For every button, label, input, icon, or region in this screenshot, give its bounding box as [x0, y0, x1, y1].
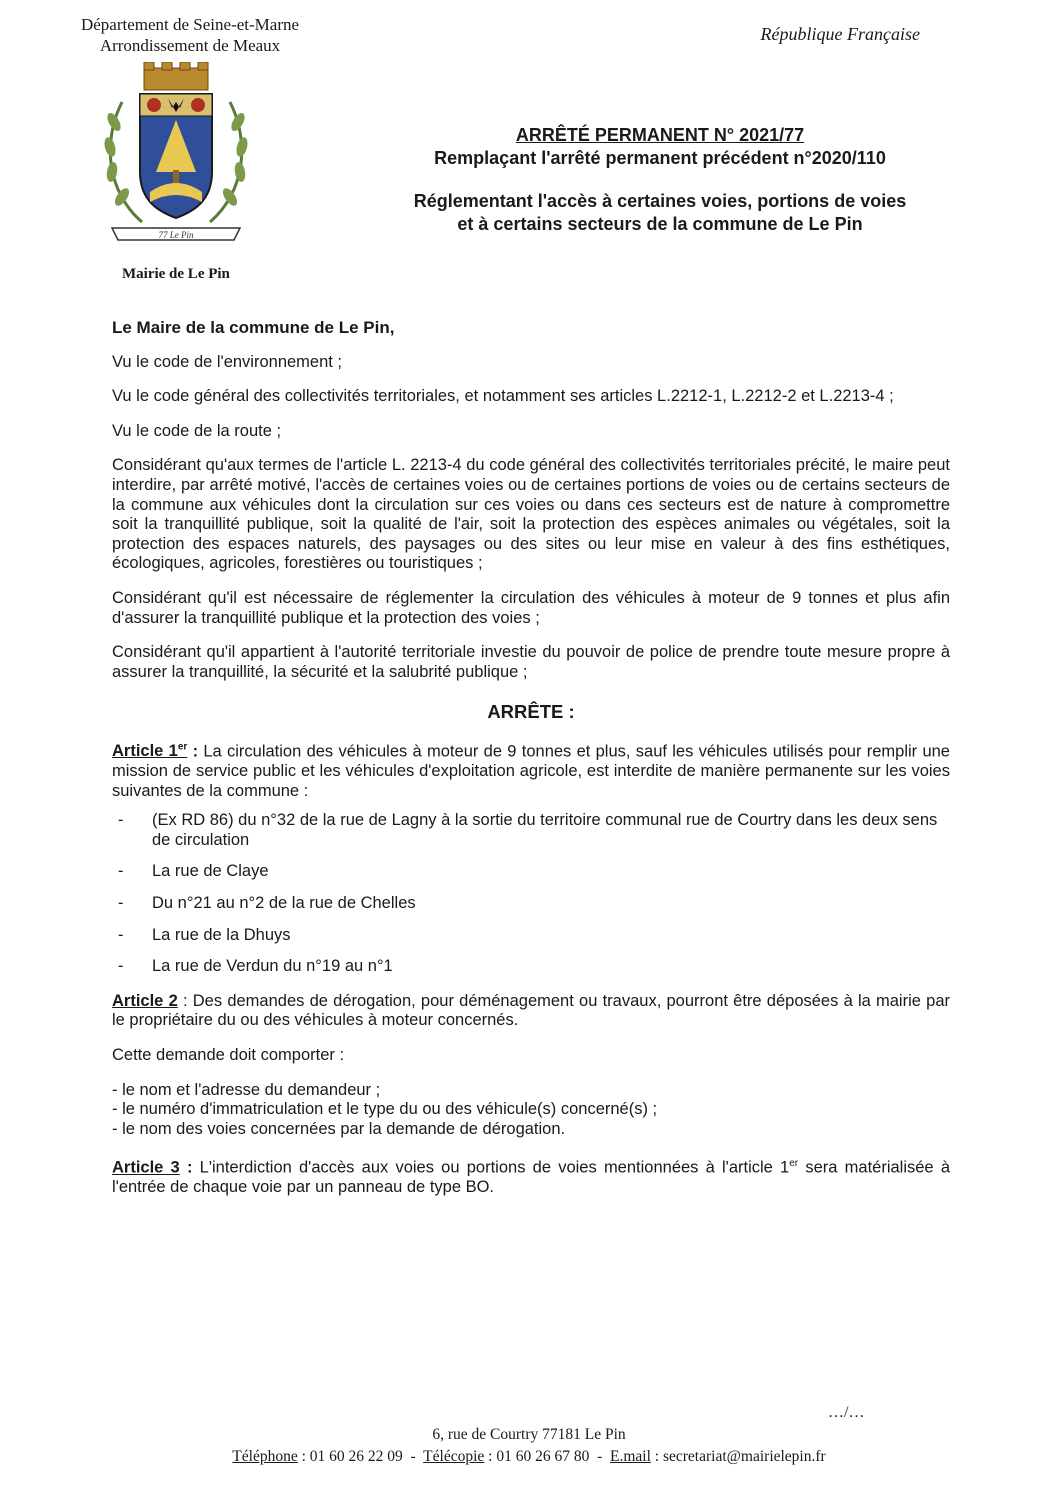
article-2-requirements [112, 1081, 950, 1140]
list-item: - Du n°21 au n°2 de la rue de Chelles [112, 894, 950, 914]
page-continuation-mark: …/… [828, 1404, 865, 1421]
list-item: - La rue de Verdun du n°19 au n°1 [112, 957, 950, 977]
maire-heading: Le Maire de la commune de Le Pin, [112, 318, 395, 337]
article-2-label: Article 2 [112, 991, 178, 1010]
arrete-number-title: ARRÊTÉ PERMANENT N° 2021/77 [515, 125, 805, 145]
article-1-text: La circulation des véhicules à moteur de 9 tonnes et plus, sauf les véhicules utilisés pour remplir une mission de service public et les véhicules d'exploitation agricole, est interdite de manière permanente sur les voies suivantes de la commune : [112, 742, 950, 800]
department-name: Département de Seine-et-Marne [80, 15, 300, 34]
vu-environnement: Vu le code de l'environnement ; [112, 352, 343, 371]
considerant-1: Considérant qu'aux termes de l'article L. 2213-4 du code général des collectivités territoriales précité, le maire peut interdire, par arrêté motivé, l'accès de certaines voies ou de certaines portions de voies ou de certains secteurs de la commune aux véhicules dont la circulation sur ces voies ou dans ces secteurs est de nature à compromettre soit la tranquillité publique, soit la qualité de l'air, soit la protection des espèces animales ou végétales, soit la protection des espaces naturels, des paysages ou des sites ou leur mise en valeur à des fins esthétiques, écologiques, agricoles, forestières ou touristiques ; [112, 456, 950, 573]
list-item: - La rue de la Dhuys [112, 926, 950, 946]
arrondissement-name: Arrondissement de Meaux [99, 36, 281, 55]
vu-code-route: Vu le code de la route ; [112, 421, 282, 440]
list-item: - le nom et l'adresse du demandeur ; [112, 1080, 381, 1099]
arrete-heading: ARRÊTE : [487, 701, 575, 723]
list-item: - le numéro d'immatriculation et le type du ou des véhicule(s) concerné(s) ; [112, 1100, 658, 1119]
mairie-label: Mairie de Le Pin [122, 266, 230, 282]
considerant-2: Considérant qu'il est nécessaire de réglementer la circulation des véhicules à moteur de 9 tonnes et plus afin d'assurer la tranquillité publique et la protection des voies ; [112, 588, 950, 627]
article-2-text: Des demandes de dérogation, pour déménagement ou travaux, pourront être déposées à la mairie par le propriétaire du ou des véhicules à moteur concernés. [112, 991, 950, 1030]
article-3-label: Article 3 [112, 1158, 180, 1177]
article-2: Article 2 : Des demandes de dérogation, pour déménagement ou travaux, pourront être déposées à la mairie par le propriétaire du ou des véhicules à moteur concernés. [112, 991, 950, 1030]
telecopie-label: Télécopie [423, 1448, 485, 1465]
telephone-number: : 01 60 26 22 09 - [297, 1448, 424, 1465]
subject-title [360, 190, 960, 236]
municipal-crest-logo [102, 62, 250, 248]
telecopie-number: : 01 60 26 67 80 - [484, 1448, 610, 1465]
replacing-subtitle: Remplaçant l'arrêté permanent précédent n°2020/110 [434, 148, 886, 168]
article-1-label: Article 1er [112, 741, 188, 761]
subject-line-1: Réglementant l'accès à certaines voies, portions de voies [413, 191, 907, 211]
article-2-intro: Cette demande doit comporter : [112, 1045, 345, 1064]
document-body [112, 318, 950, 1198]
footer-contact [0, 1446, 1058, 1468]
article-1-street-list [112, 811, 950, 977]
email-address: : secretariat@mairielepin.fr [650, 1448, 826, 1465]
list-item: - (Ex RD 86) du n°32 de la rue de Lagny à la sortie du territoire communal rue de Courtry dans les deux sens de circulation [112, 811, 950, 850]
list-item: - La rue de Claye [112, 862, 950, 882]
republique-francaise: République Française [760, 24, 920, 44]
crest-banner-text: 77 Le Pin [158, 230, 194, 240]
department-header [40, 14, 340, 56]
footer [0, 1424, 1058, 1468]
article-1: Article 1er : La circulation des véhicules à moteur de 9 tonnes et plus, sauf les véhicules utilisés pour remplir une mission de service public et les véhicules d'exploitation agricole, est interdite de manière permanente sur les voies suivantes de la commune : [112, 741, 950, 800]
telephone-label: Téléphone [232, 1448, 298, 1465]
article-3: Article 3 : L'interdiction d'accès aux voies ou portions de voies mentionnées à l'article 1er sera matérialisée à l'entrée de chaque voie par un panneau de type BO. [112, 1158, 950, 1197]
document-title-block [360, 124, 960, 236]
vu-code-collectivites: Vu le code général des collectivités territoriales, et notamment ses articles L.2212-1, L.2212-2 et L.2213-4 ; [112, 387, 894, 406]
list-item: - le nom des voies concernées par la demande de dérogation. [112, 1119, 566, 1138]
subject-line-2: et à certains secteurs de la commune de Le Pin [457, 214, 863, 234]
considerant-3: Considérant qu'il appartient à l'autorité territoriale investie du pouvoir de police de prendre toute mesure propre à assurer la tranquillité, la sécurité et la salubrité publique ; [112, 643, 950, 681]
footer-address: 6, rue de Courtry 77181 Le Pin [432, 1426, 626, 1443]
crest-icon [102, 62, 250, 248]
email-label: E.mail [610, 1448, 651, 1465]
